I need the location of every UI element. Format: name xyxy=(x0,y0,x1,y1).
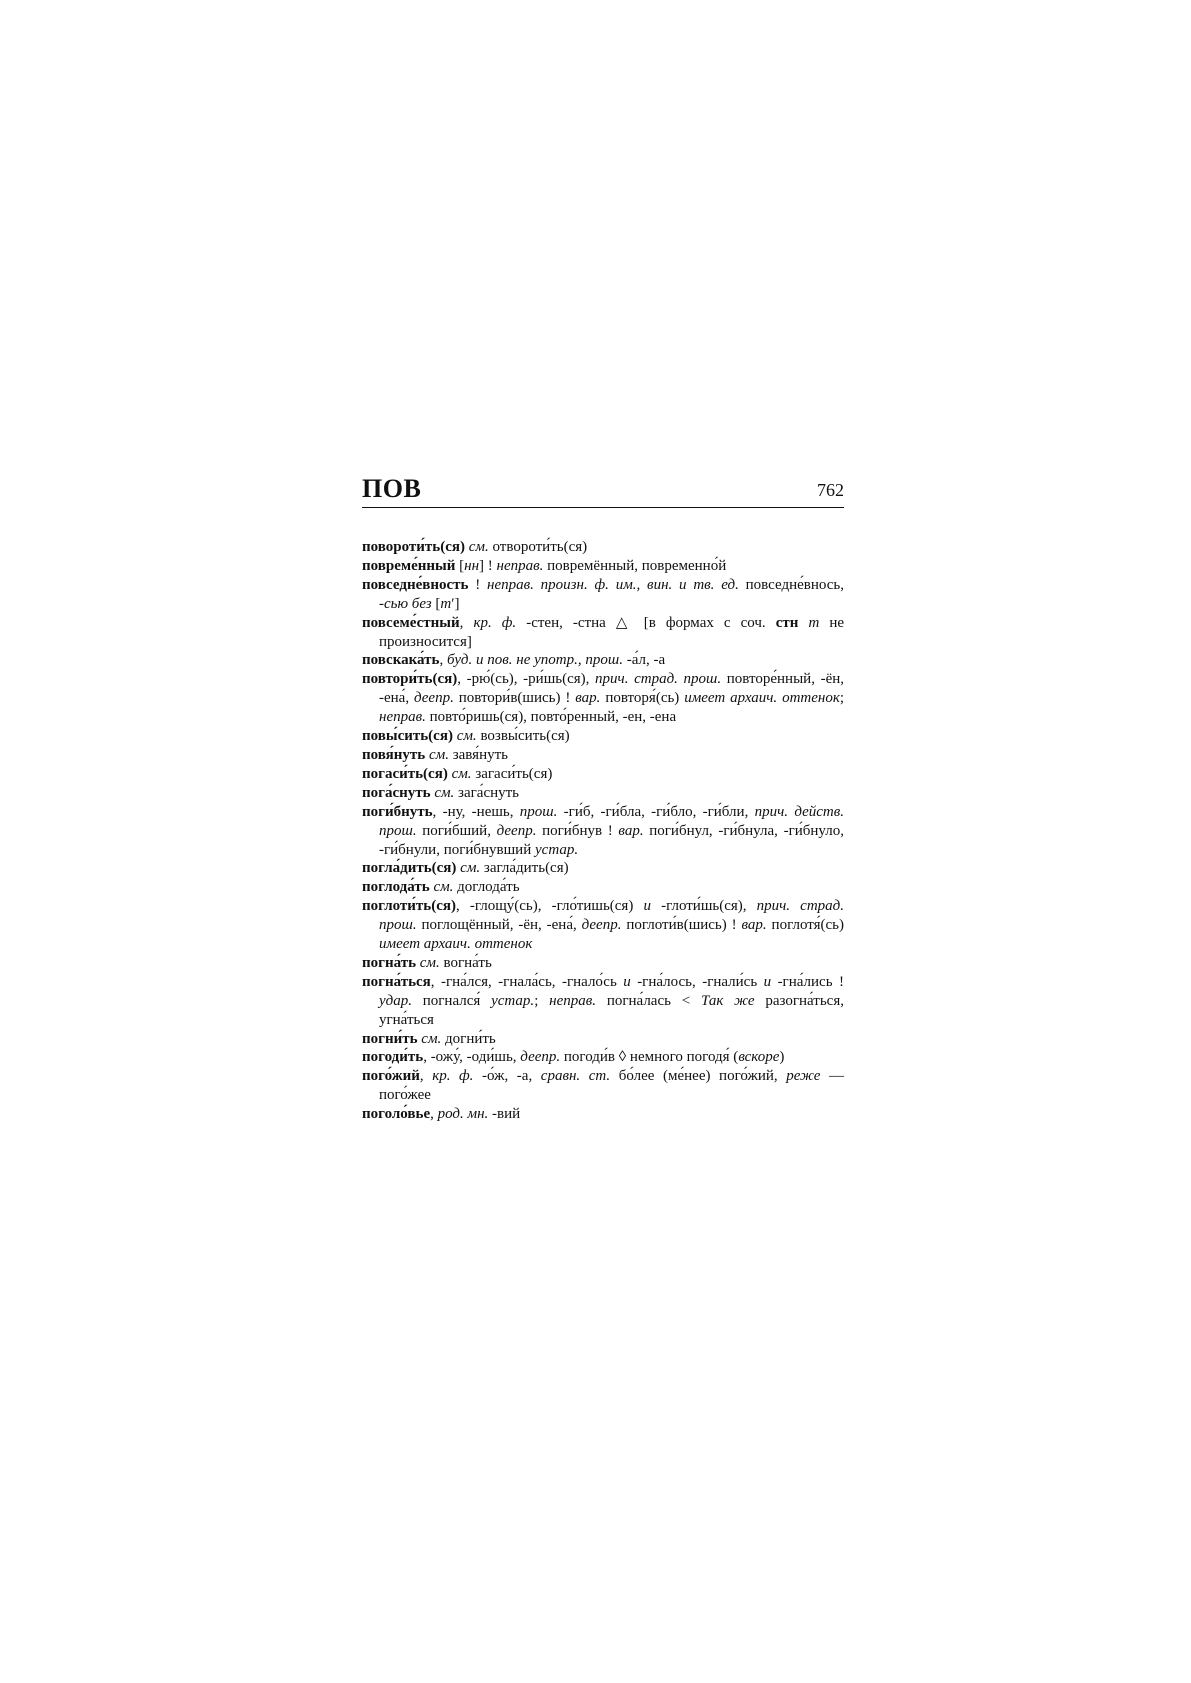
italic-label: прич. страд. прош. xyxy=(595,671,722,688)
entry-text: [ xyxy=(431,595,441,612)
dictionary-entry xyxy=(362,746,844,765)
entry-headword: повороти́ть(ся) xyxy=(362,539,465,555)
italic-label: см. xyxy=(468,539,489,555)
entry-text: повтори́в(шись) ! xyxy=(453,690,576,707)
italic-label: сравн. ст. xyxy=(540,1068,611,1085)
italic-label: прич. действ. прош. xyxy=(379,803,845,839)
italic-label: и xyxy=(763,973,772,990)
entry-text: повторе́нный, -ён, -ена́, xyxy=(379,671,845,707)
italic-label: кр. ф. xyxy=(432,1068,474,1085)
entry-text: не произносится] xyxy=(379,614,845,650)
italic-label: неправ. xyxy=(549,992,597,1009)
italic-label: и xyxy=(623,973,631,990)
italic-label: деепр. xyxy=(581,917,622,934)
entry-text: поги́бнул, -ги́бнула, -ги́бнуло, -ги́бнули, поги́бнувший xyxy=(379,822,844,858)
entry-text: , -глощу́(сь), -гло́тишь(ся) xyxy=(455,898,644,915)
entry-text: , xyxy=(439,652,447,669)
entry-text: , xyxy=(430,1106,438,1123)
italic-label: см. xyxy=(433,879,454,896)
page-number: 762 xyxy=(817,480,844,500)
italic-label: вар. xyxy=(618,822,644,839)
entry-text: поглотя́(сь) xyxy=(766,917,844,934)
entry-headword: погна́ться xyxy=(362,973,431,990)
entry-headword: повы́сить(ся) xyxy=(362,728,453,745)
dictionary-entry xyxy=(362,1067,844,1105)
entry-text: ʹ] xyxy=(451,595,460,612)
entry-text: загла́дить(ся) xyxy=(480,860,569,877)
entry-text: , -гна́лся, -гнала́сь, -гнало́сь xyxy=(430,973,624,990)
entry-text: -а́л, -а xyxy=(622,652,666,669)
entry-text: ! xyxy=(468,576,488,593)
entry-headword: погаси́ть(ся) xyxy=(362,765,448,782)
dictionary-entry xyxy=(362,784,844,803)
entry-text: поглоти́в(шись) ! xyxy=(621,917,742,934)
entry-text: -вий xyxy=(488,1106,521,1123)
entry-text: повторя́(сь) xyxy=(600,690,685,707)
italic-label: т xyxy=(808,614,820,631)
entry-text: поглощённый, -ён, -ена́, xyxy=(416,917,582,934)
dictionary-entry xyxy=(362,878,844,897)
entry-text: погнался́ xyxy=(411,992,492,1009)
dictionary-entry xyxy=(362,557,844,576)
italic-label: устар. xyxy=(535,841,579,858)
entry-text: поги́бший, xyxy=(416,822,497,839)
dictionary-entry xyxy=(362,973,844,1030)
entry-text: загаси́ть(ся) xyxy=(471,765,553,782)
entry-text: ) xyxy=(779,1049,785,1066)
italic-label: деепр. xyxy=(520,1049,561,1066)
entry-headword: погоди́ть xyxy=(362,1049,424,1066)
dictionary-entry xyxy=(362,651,844,670)
dictionary-entry xyxy=(362,538,844,557)
italic-label: нн xyxy=(464,557,480,574)
entry-headword: повтори́ть(ся) xyxy=(362,671,458,688)
entry-headword: пога́снуть xyxy=(362,784,431,801)
entry-text: ; xyxy=(839,690,845,707)
italic-label: кр. ф. xyxy=(473,614,517,631)
dictionary-entry xyxy=(362,897,844,954)
entry-headword: погла́дить(ся) xyxy=(362,860,457,877)
entry-text: -о́ж, -а, xyxy=(473,1068,541,1085)
italic-label: неправ. xyxy=(379,709,426,726)
italic-label: см. xyxy=(419,954,440,971)
italic-label: и xyxy=(643,898,651,915)
italic-label: буд. и пов. не употр., прош. xyxy=(446,652,623,669)
entry-text: , xyxy=(459,614,474,631)
entry-text: [ xyxy=(455,557,465,574)
entry-text: повседне́внось, xyxy=(738,576,845,593)
italic-label: деепр. xyxy=(496,822,537,839)
entry-text: ; xyxy=(534,992,550,1009)
bold-text: стн xyxy=(775,614,799,631)
italic-label: устар. xyxy=(491,992,535,1009)
entry-text xyxy=(798,615,808,631)
entry-headword: повсеме́стный xyxy=(362,614,460,631)
dictionary-entry xyxy=(362,670,844,727)
italic-label: деепр. xyxy=(413,690,454,707)
italic-label: см. xyxy=(434,784,455,801)
entry-headword: повя́нуть xyxy=(362,746,426,763)
italic-label: реже xyxy=(786,1068,821,1085)
italic-label: прош. xyxy=(519,803,558,820)
dictionary-entry xyxy=(362,1048,844,1067)
entry-text: догни́ть xyxy=(441,1030,496,1047)
header-rule xyxy=(362,507,844,508)
italic-label: см. xyxy=(460,860,481,877)
italic-label: род. мн. xyxy=(437,1106,489,1123)
dictionary-entry xyxy=(362,765,844,784)
entry-text: -глоти́шь(ся), xyxy=(650,898,757,915)
entry-headword: поги́бнуть xyxy=(362,803,433,820)
entry-text: , -ну, -нешь, xyxy=(432,803,520,820)
italic-label: вар. xyxy=(741,917,767,934)
entry-text: повто́ришь(ся), повто́ренный, -ен, -ена xyxy=(425,709,677,726)
running-head xyxy=(362,474,844,508)
entry-text: возвы́сить(ся) xyxy=(476,728,570,745)
italic-label: вскоре xyxy=(738,1049,780,1066)
entry-headword: поголо́вье xyxy=(362,1106,431,1123)
dictionary-entry xyxy=(362,1105,844,1124)
italic-label: Так же xyxy=(701,992,755,1009)
entry-text: ] ! xyxy=(479,557,497,574)
entry-text: зага́снуть xyxy=(454,784,520,801)
entry-text: — пого́жее xyxy=(379,1068,845,1104)
italic-label: см. xyxy=(421,1030,442,1047)
entry-text: , xyxy=(419,1068,433,1085)
entry-headword: поглода́ть xyxy=(362,879,430,896)
entry-text: погна́лась < xyxy=(596,992,702,1009)
entry-text: повремённый, повременно́й xyxy=(543,557,727,574)
entry-text: доглода́ть xyxy=(453,879,520,896)
dictionary-entry xyxy=(362,1030,844,1049)
entry-text: -стен, -стна △ [в формах с соч. xyxy=(516,614,776,631)
entry-headword: повреме́нный xyxy=(362,557,456,574)
entry-headword: поглоти́ть(ся) xyxy=(362,898,456,915)
entry-headword: погна́ть xyxy=(362,954,417,971)
italic-label: см. xyxy=(456,728,477,745)
entry-text: отвороти́ть(ся) xyxy=(488,539,588,555)
entry-headword: погни́ть xyxy=(362,1030,418,1047)
entry-text: , -ожу́, -оди́шь, xyxy=(423,1049,521,1066)
italic-label: т xyxy=(440,595,452,612)
italic-label: вар. xyxy=(575,690,601,707)
italic-label: прич. страд. прош. xyxy=(379,898,844,934)
italic-label: см. xyxy=(451,765,472,782)
entry-text: -гна́лись ! xyxy=(771,973,844,990)
entry-text: вогна́ть xyxy=(439,954,492,971)
italic-label: имеет архаич. оттенок xyxy=(684,690,840,707)
entry-text: поги́бнув ! xyxy=(536,822,619,839)
dictionary-entry xyxy=(362,954,844,973)
entry-text: , -рю́(сь), -ри́шь(ся), xyxy=(457,671,596,688)
entry-headword: повседне́вность xyxy=(362,576,469,593)
entry-headword: пого́жий xyxy=(362,1068,420,1085)
dictionary-entry xyxy=(362,576,844,614)
dictionary-entry xyxy=(362,727,844,746)
entry-text: завя́нуть xyxy=(448,746,509,763)
entry-list xyxy=(362,538,844,1124)
italic-label: удар. xyxy=(379,992,412,1009)
entry-headword: повскака́ть xyxy=(362,652,440,669)
dictionary-entry xyxy=(362,614,844,652)
dictionary-entry xyxy=(362,803,844,860)
entry-text: -гна́лось, -гнали́сь xyxy=(630,973,764,990)
italic-label: неправ. произн. ф. им., вин. и тв. ед. xyxy=(487,576,739,593)
italic-label: -сью без xyxy=(379,595,432,612)
italic-label: неправ. xyxy=(496,557,544,574)
entry-text: разогна́ться, угна́ться xyxy=(379,992,844,1028)
italic-label: имеет архаич. оттенок xyxy=(379,936,533,953)
entry-text: бо́лее (ме́нее) пого́жий, xyxy=(610,1068,787,1085)
italic-label: см. xyxy=(428,746,449,763)
dictionary-entry xyxy=(362,859,844,878)
entry-text: -ги́б, -ги́бла, -ги́бло, -ги́бли, xyxy=(557,803,755,820)
running-head-word: ПОВ xyxy=(362,474,422,503)
entry-text: погоди́в ◊ немного погодя́ ( xyxy=(560,1049,739,1066)
